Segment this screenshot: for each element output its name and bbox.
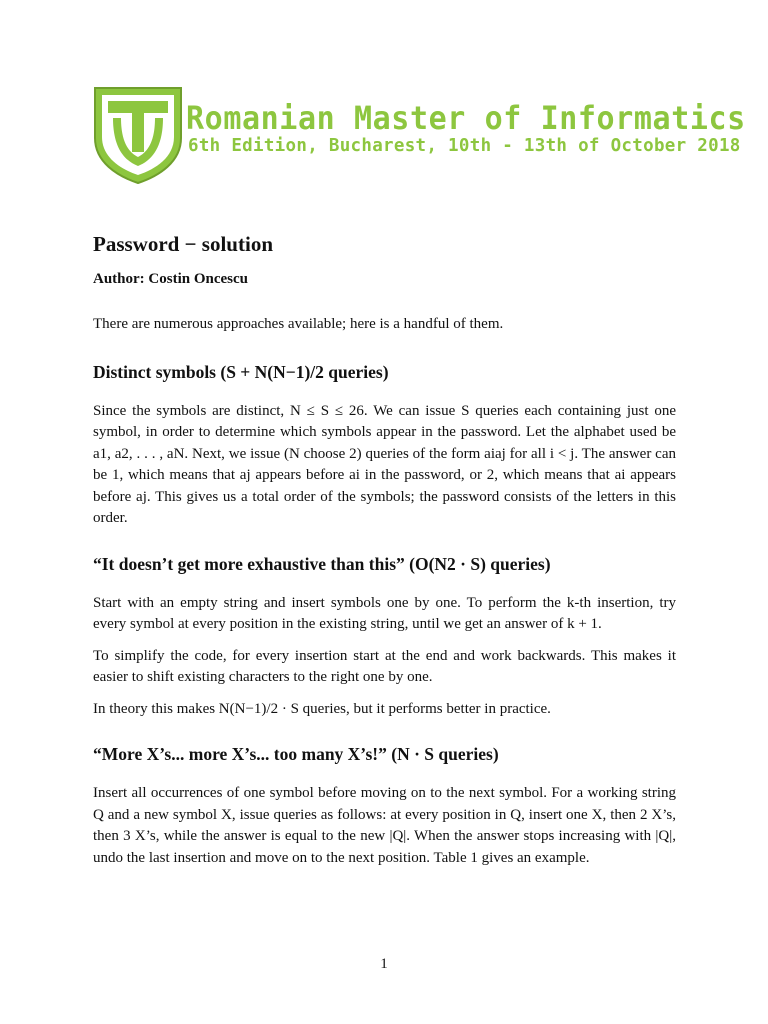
author-line: Author: Costin Oncescu bbox=[93, 271, 249, 287]
document-body bbox=[93, 232, 676, 879]
section-heading-distinct: Distinct symbols (S + N(N−1)/2 queries) bbox=[93, 361, 389, 382]
section-paragraph: Start with an empty string and insert symbols one by one. To perform the k-th insertion, try every symbol at every position in the existing string, until we get an answer of k + 1. bbox=[93, 594, 676, 632]
banner-title: Romanian Master of Informatics bbox=[186, 100, 746, 138]
section-paragraph: Since the symbols are distinct, N ≤ S ≤ 26. We can issue S queries each containing just one symbol, in order to determine which symbols appear in the password. Let the alphabet used be a1, a2, . . . , aN. Next, we issue (N choose 2) queries of the form aiaj for all i < j. The answer can be 1, which means that aj appears before ai in the password, or 2, which means that ai appears before aj. This gives us a total order of the symbols; the password consists of the letters in this order. bbox=[93, 402, 676, 526]
section-paragraph: To simplify the code, for every insertion start at the end and work backwards. This makes it easier to shift existing characters to the right one by one. bbox=[93, 647, 676, 685]
section-paragraph: In theory this makes N(N−1)/2 · S queries, but it performs better in practice. bbox=[93, 700, 551, 717]
banner-subtitle: 6th Edition, Bucharest, 10th - 13th of October 2018 bbox=[188, 136, 741, 156]
rmi-shield-logo bbox=[93, 86, 183, 184]
intro-paragraph: There are numerous approaches available; here is a handful of them. bbox=[93, 316, 504, 332]
section-heading-exhaustive: “It doesn’t get more exhaustive than this” (O(N2 · S) queries) bbox=[93, 553, 551, 574]
section-paragraph: Insert all occurrences of one symbol before moving on to the next symbol. For a working string Q and a new symbol X, issue queries as follows: at every position in Q, insert one X, then 2 X’s, then 3 X’s, while the answer is equal to the new |Q|. When the answer stops increasing with |Q|, undo the last insertion and move on to the next position. Table 1 gives an example. bbox=[93, 785, 676, 866]
section-heading-more-xs: “More X’s... more X’s... too many X’s!” (N · S queries) bbox=[93, 744, 499, 764]
document-title: Password − solution bbox=[93, 232, 273, 256]
page-number: 1 bbox=[380, 956, 388, 972]
